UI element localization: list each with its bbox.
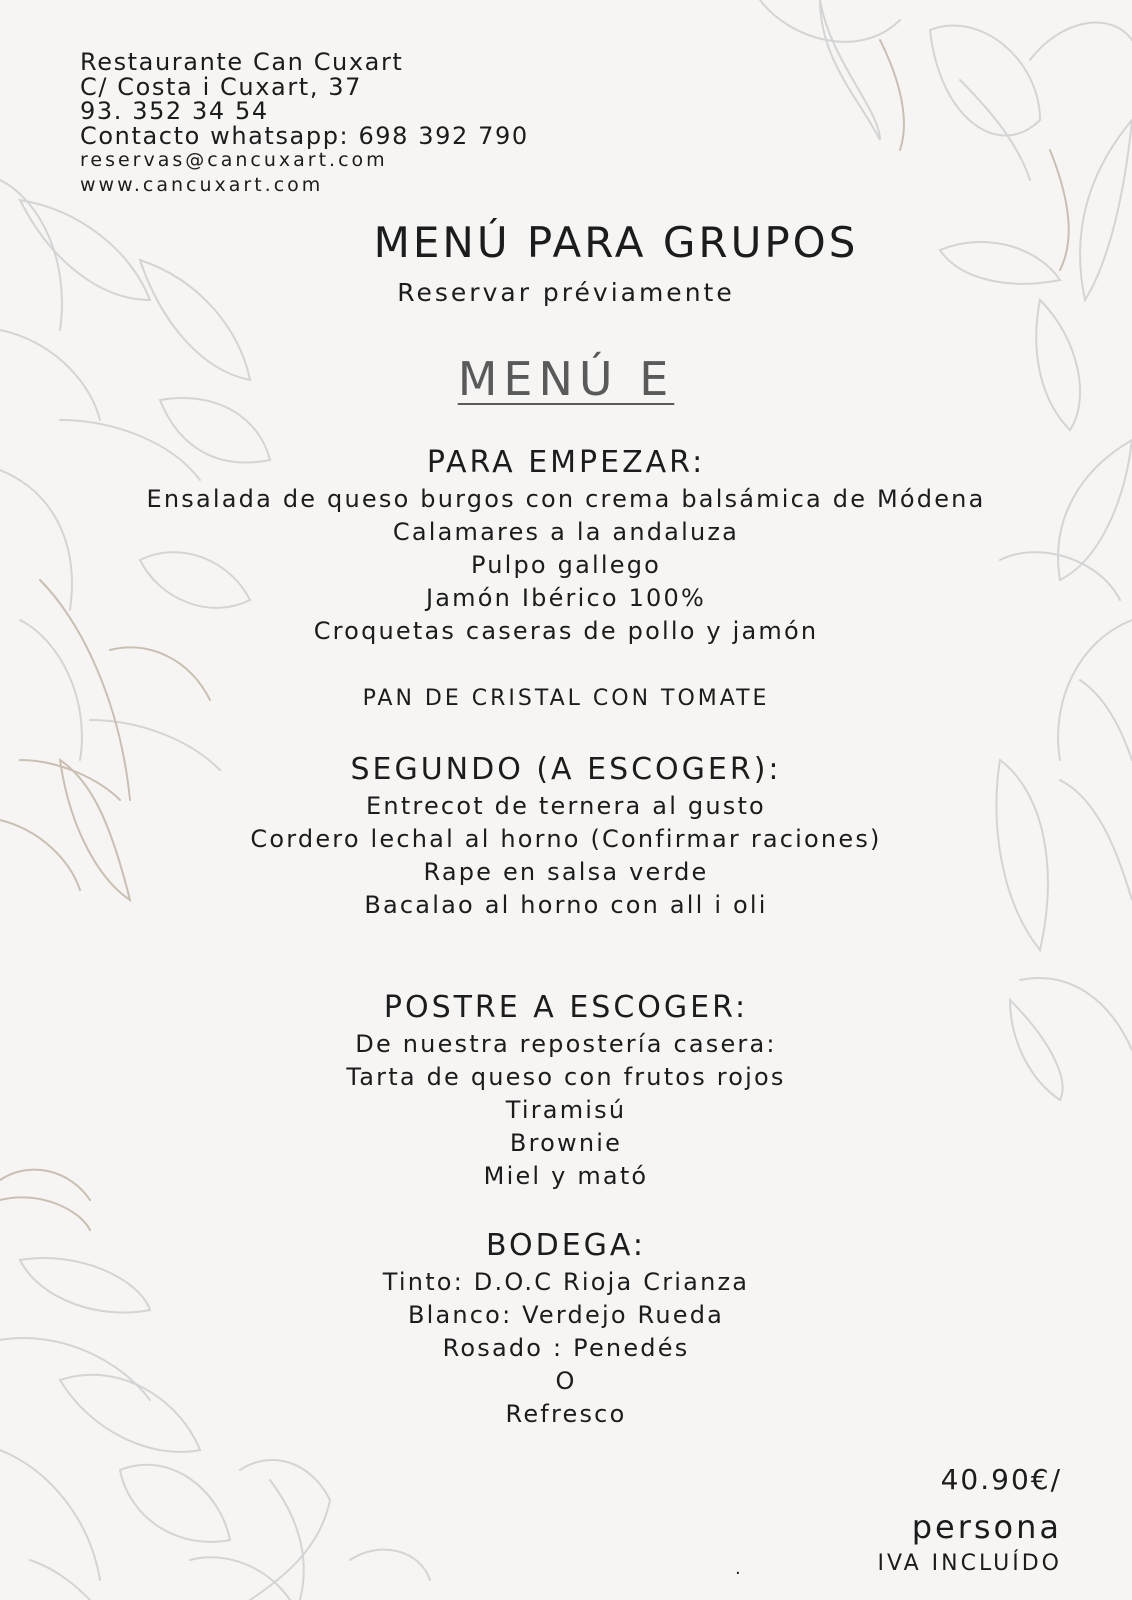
restaurant-name: Restaurante Can Cuxart bbox=[80, 48, 404, 76]
mains-heading: SEGUNDO (A ESCOGER): bbox=[350, 752, 782, 787]
dessert-item: Miel y mató bbox=[483, 1162, 649, 1190]
main-item: Entrecot de ternera al gusto bbox=[366, 792, 766, 820]
mains-section bbox=[0, 752, 1132, 922]
main-item: Rape en salsa verde bbox=[423, 858, 709, 886]
wine-item: Blanco: Verdejo Rueda bbox=[407, 1301, 725, 1329]
dessert-item: Tarta de queso con frutos rojos bbox=[346, 1063, 786, 1091]
starter-item: Calamares a la andaluza bbox=[392, 518, 740, 546]
dessert-item: Tiramisú bbox=[505, 1096, 627, 1124]
dessert-item: De nuestra repostería casera: bbox=[355, 1030, 777, 1058]
starters-heading: PARA EMPEZAR: bbox=[426, 445, 706, 480]
wine-heading: BODEGA: bbox=[485, 1228, 647, 1263]
wine-section bbox=[0, 1228, 1132, 1431]
website: www.cancuxart.com bbox=[80, 173, 324, 196]
contact-block bbox=[80, 50, 529, 197]
menu-name bbox=[0, 352, 1132, 406]
desserts-heading: POSTRE A ESCOGER: bbox=[383, 990, 749, 1025]
tax-note: IVA INCLUÍDO bbox=[877, 1551, 1062, 1576]
bread-item: PAN DE CRISTAL CON TOMATE bbox=[362, 686, 770, 711]
page-title: MENÚ PARA GRUPOS bbox=[373, 218, 859, 267]
main-item: Cordero lechal al horno (Confirmar raciones) bbox=[250, 825, 882, 853]
wine-item: Refresco bbox=[505, 1400, 627, 1428]
wine-item: Rosado : Penedés bbox=[442, 1334, 690, 1362]
starter-item: Croquetas caseras de pollo y jamón bbox=[313, 617, 819, 645]
restaurant-phone: 93. 352 34 54 bbox=[80, 97, 269, 125]
bread-section bbox=[0, 682, 1132, 715]
starters-section bbox=[0, 445, 1132, 648]
restaurant-address: C/ Costa i Cuxart, 37 bbox=[80, 72, 363, 101]
starter-item: Pulpo gallego bbox=[470, 551, 662, 579]
wine-item: Tinto: D.O.C Rioja Crianza bbox=[382, 1268, 750, 1296]
whatsapp-contact: Contacto whatsapp: 698 392 790 bbox=[80, 121, 529, 150]
price-amount: 40.90€/ bbox=[940, 1463, 1062, 1496]
dessert-item: Brownie bbox=[509, 1129, 623, 1157]
desserts-section bbox=[0, 990, 1132, 1193]
starter-item: Jamón Ibérico 100% bbox=[425, 584, 707, 612]
wine-item: O bbox=[555, 1367, 577, 1395]
menu-name-text: MENÚ E bbox=[457, 352, 675, 406]
reservation-email: reservas@cancuxart.com bbox=[80, 149, 388, 171]
page-subtitle: Reservar préviamente bbox=[397, 278, 735, 307]
price-block bbox=[878, 1463, 1063, 1579]
main-item: Bacalao al horno con all i oli bbox=[364, 891, 768, 919]
price-unit: persona bbox=[911, 1508, 1062, 1546]
stray-dot: . bbox=[735, 1558, 741, 1579]
starter-item: Ensalada de queso burgos con crema balsámica de Módena bbox=[146, 485, 986, 513]
